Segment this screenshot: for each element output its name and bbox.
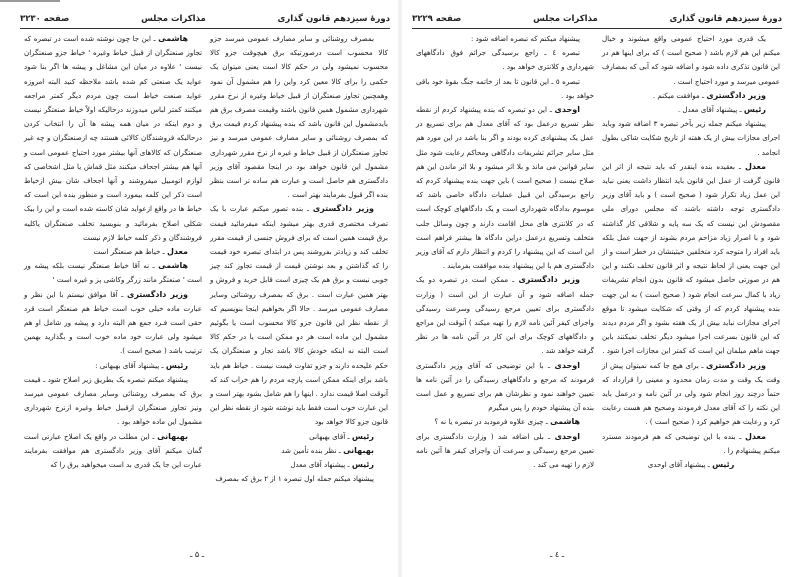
paragraph <box>602 430 780 458</box>
speaker-name: اوحدی <box>554 431 580 441</box>
paragraph <box>416 103 594 273</box>
paragraph <box>602 117 780 160</box>
paragraph <box>24 259 202 287</box>
paragraph <box>24 245 202 259</box>
speaker-name: معدل <box>744 431 766 441</box>
left-page-columns <box>20 32 392 541</box>
publication-title: مذاکرات مجلس <box>533 14 598 24</box>
speaker-name: معدل <box>166 247 188 257</box>
paragraph-text: ـ پیشنهاد آقای معدل . <box>677 105 742 115</box>
speaker-name: هاشمی <box>158 261 188 271</box>
paragraph <box>416 359 594 416</box>
speaker-name: رئیس <box>165 360 188 370</box>
paragraph <box>416 75 594 103</box>
text-column <box>412 32 598 541</box>
paragraph <box>24 288 202 359</box>
speaker-name: وزیر دادگستری <box>518 275 580 285</box>
paragraph-text: تبصره ٤ ـ راجع برسیدگی جرائم فوق دادگاههای شهرداری و کلانتری خواهد بود . <box>416 48 594 72</box>
paragraph-text: ـ این مطلب در واقع یک اصلاح عبارتی است گمان میکنم آقای وزیر دادگستری هم موافقت بفرمایند عبارت این جا یک قدری بد است میخواهید برق را که <box>24 431 202 470</box>
session-title: دورهٔ سیزدهم قانون گذاری <box>277 14 390 24</box>
paragraph-text: ـ پیشنهاد آقای اوحدی <box>647 460 710 470</box>
paragraph-text: ـ این دو تبصره که بنده پیشنهاد کردم از نقطه نظر تسریع درعمل بود که آقای معدل هم برای تسریع در عمل یک پیشنهادی کرده بودند و اگر بنا باشد در این مورد هم مثل سایر جرائم تشریفات دادگاهی ومحاکم رعایت شود مثل سایر قوانین می ماند و بلا اثر میشود و بلا اثر ماندن این هم صلاح نیست ( صحیح است ) باین جهت بنده پیشنهاد کردم که راجع برسیدگی این قبیل عملیات دادگاه خاصی باشد که موسوم بدادگاه شهرداری است و یک دادگاههای کوچک است که در کلانتری های محل اقامت دارند و چون وسائل جلب متخلف وتسریع درعمل دراین دادگاه ها بیشتر فراهم است این است که این پیشنهاد را کردم و انتظار دارم که آقای وزیر دادگستری هم با این پیشنهاد بنده موافقت بفرمایند . <box>416 105 594 271</box>
paragraph <box>210 444 388 458</box>
paragraph <box>210 430 388 444</box>
scan-edge <box>0 0 60 2</box>
paragraph <box>24 32 202 245</box>
paragraph-text: پیشنهاد میکنم جمله اول تبصره ۱ از ۲ برق که بمصرف <box>215 474 374 484</box>
paragraph <box>24 373 202 430</box>
speaker-name: رئیس <box>712 460 735 470</box>
speaker-name: هاشمی <box>158 34 188 43</box>
paragraph-text: ـ این جا چون نوشته شده است در تبصره که تجاوز صنعتگران از قبیل خیاط وغیره ' خیاط جزو صنعتگران نیست ' علاوه در میان این مشاغل و پیشه ها اگر بنا شود عواید یک صنعتی کم شده باشد ملاحظه کنید البته امروزه عواید صنعت خیاط است چون مردم دیگر کمتر مراجعه میکنند کمتر لباس میدوزند درحالیکه اولاً خیاط صنعتگر نیست و دوم اینکه در میان همه پیشه ها آن را انتخاب کردن درحالیکه فروشندگان کالائی هستند چه ازصنعتگران و چه غیر صنعتگران که کالاهای آنها بیشتر مورد احتیاج عمومی است و آنها هم بیشتر اجحاف میکنند مثل قماش یا مثل اشخاصی که لوازم اتومبیل میفروشند و آنها اجحاف شان بیش ازخیاط است ذکر این کلمه بیمورد است و منظور بنده این است که خیاط ها در واقع ازعواید شان کاسته شده است و این را بیک شکلی اصلاح بفرمائید و بنویسید تخلف صنعتگران یاکلیه فروشندگان و ذکر کلمه خیاط لازم نیست <box>24 34 202 242</box>
paragraph-text: ـ ممکن است در تبصره دو یک جمله اضافه شود و آن عبارت از این است ( وزارت دادگستری برای تعیین مرجع رسیدگی وسرعت رسیدگی واجرای کیفر آئین نامه لازم را تهیه میکند ) آنوقت این مراجع و دادگاههای کوچک برای این کار در آئین نامه ها در نظر گرفته خواهد شد . <box>416 275 594 356</box>
paragraph-text: ـ بنده تصور میکنم عبارت با یک تصرف مختصری قدری بهتر میشود اینکه میفرمائید قیمت برق قیمت همین است که برای فروش جنسی از قیمت مقرر تخلف کند و زیادتر بفروشند پس در ابتدای تبصره خود قیمت را که گذاشتن و بعد نوشتن قیمت از قیمت تجاوز کند چیز خوبی نیست و برق هم یک چیزی است قابل خرید و فروش و بهتر همین عبارت است . برق که بمصرف روشنائی وسایر مصارف عمومی میرسد . حالا اگر بخواهیم اینجا بنویسیم که از نقطه نظر این قانون جزو کالا محسوب است یا بگوئیم مشمول این ماده است هر دو ممکن است یا در حکم کالا است البته نه اینکه خودش کالا باشد تجار و صنعتگران یک حکم علیحده دارند و جزو تفاوت قیمت نیست . خیاط هم باید باشد برای اینکه ممکن است پارچه مردم را هم خراب کند که آنوقت اصلا قیمت ندارد . اینها را هم شامل بشود بهتر است و این عبارت خوب است فقط باید نوشته شود از نقطه نظر این قانون جزو کالا خواهد بود <box>210 204 388 427</box>
paragraph-text: بمصرف روشنائی و سایر مصارف عمومی میرسد جزو کالا محسوب است درصورتیکه برق هیچوقت جزو کالا محسوب نمیشود ولی در حکم کالا است یعنی میتوان یک حکمی را برای کالا معین کرد واین را هم مشمول آن نمود وهمچنین تجاوز صنعتگران از قبیل خیاط وغیره از نرخ مقرر شهرداری مشمول همین قانون باشند وقیمت مصرف برق هم بایدمشمول این قانون باشد که بنده پیشنهاد کردم قیمت برق که بمصرف روشنائی و سایر مصارف عمومی میرسد و نیز تجاوز صنعتگران از قبیل خیاط و غیره از نرخ مقرر شهرداری مشمول این قانون خواهد بود در اینجا مقصود آقای وزیر دادگستری هم حاصل است و عبارت هم ساده تر است بنظر بنده اگر قبول بفرمایند بهتر است . <box>210 34 388 200</box>
page-footer-number: ـ ۵ ـ <box>190 550 205 559</box>
speaker-name: وزیر دادگستری <box>312 204 374 214</box>
paragraph <box>416 415 594 429</box>
paragraph-text: تبصره ٥ ـ این قانون تا بعد از خاتمه جنگ بقوهٔ خود باقی خواهد بود . <box>416 76 594 100</box>
speaker-name: رئیس <box>743 105 766 115</box>
publication-title: مذاکرات مجلس <box>141 14 206 24</box>
page-number: صفحه ۳۲۳۰ <box>20 14 70 24</box>
header-divider <box>412 28 782 29</box>
paragraph-text: ـ بلی اضافه شد ( وزارت دادگستری برای تعیین مرجع رسیدگی و سرعت آن واجرای کیفر ها آئین نامه لازم را تهیه می کند . <box>416 431 594 470</box>
page-number: صفحه ۳۲۲۹ <box>412 14 462 24</box>
text-column <box>598 32 784 541</box>
paragraph <box>602 160 780 359</box>
paragraph <box>602 89 780 103</box>
speaker-name: بهبهانی <box>343 445 374 455</box>
paragraph <box>602 103 780 117</box>
paragraph-text: ـ بعقیده بنده اینقدر که باید نتیجه از اثر این قانون گرفت از عمل این قانون باید انتظار داشت یعنی نباید این عمل زیاد تکرار شود ( صحیح است ) و باید آقای وزیر دادگستری توجه داشته باشند که مجلس دورای ملی مقصودش این نیست که یک سه پایه و شلاقی کار گذاشته شود و با اصرار زیاد مزاحم مردم بشوند از جهت عمل بلکه باید افراد را متوجه کرد متخلفین حیثیتشان در خطر است و از این جهت یعنی از لحاظ نتیجه و اثر قانون تخلف نکنند و این هم در صورتی حاصل میشود که قانون بدون انجام تشریفات زیاد با کمال سرعت انجام شود ( صحیح است ) به این جهت بنده پیشنهاد کردم که از وقتی که شکایت میشود تا موقع اجرای مجازات نباید بیش از یک هفته بشود و اگر مردم دیدند که این قانون بسرعت اجرا میشود دیگر تخلف نمیکنند باین جهت ماهم میلمان این است که کمتر این مجازات اجرا شود . <box>602 161 780 356</box>
paragraph <box>416 273 594 358</box>
paragraph-text: پیشنهاد میکنم که تبصره اضافه شود : <box>470 34 580 43</box>
paragraph <box>416 46 594 74</box>
paragraph-text: ـ آقا موافق نیستم با این نظر و عبارت ماده خیلی خوب است خیاط هم صنعتگر است قرد حقی است فـرد جمع هم البته دارد و پیشه ور شامل او هم میشود ولی عبارت خود ماده خوب است و بگذارید بهمین ترتیب باشد ( صحیح است ). <box>24 289 202 356</box>
paragraph <box>24 430 202 473</box>
paragraph-text: ـ پیشنهاد آقای معدل <box>290 460 350 470</box>
page-footer-number: ـ ٤ ـ <box>550 550 565 559</box>
book-gutter <box>398 0 402 577</box>
paragraph-text: ـ چیزی علاوه فرمودید در تبصره یا نه ؟ <box>434 417 548 427</box>
speaker-name: وزیر دادگستری <box>706 90 766 100</box>
paragraph <box>602 458 780 472</box>
right-page <box>400 0 800 577</box>
right-page-header <box>412 6 782 24</box>
speaker-name: اوحدی <box>554 105 580 115</box>
speaker-name: رئیس <box>351 431 374 441</box>
paragraph-text: ـ خیاط هم صنعتگر است <box>93 247 165 257</box>
paragraph <box>416 32 594 46</box>
speaker-name: اوحدی <box>554 360 580 370</box>
paragraph-text: پیشنهاد میکنم تبصره یک بطریق زیر اصلاح شود ـ قیمت برق که بمصرف روشنائی وسایر مصارف عمومی میرسد ونیز تجاوز صنعتگران ازقبیل خیاط وغیره ازنرخ شهرداری مشمول این ماده خواهد بود . <box>24 374 202 427</box>
paragraph-text: ـ نه آقا خیاط صنعتگر نیست بلکه پیشه ور است ' صنعتگر مانند زرگر وکاشی پز و غیره است ' <box>24 261 202 285</box>
speaker-name: هاشمی <box>550 417 580 427</box>
paragraph-text: ـ بنده با این توضیحی که هم فرمودند مسترد میکنم پیشنهادم را . <box>602 431 780 455</box>
speaker-name: وزیر دادگستری <box>706 360 766 370</box>
paragraph-text: ـ برای هیچ جا کمه نمیتوان پیش از وقت یک وقت و مدت زمان محدود و معینی را قرارداد که حتماً درچند روز انجام شود ولی در آئین نامه و درعمل باید این نکته را که آقای معدل فرمودند وصحیح هم هست رعایت کرد و رعایت هم خواهیم کرد ( صحیح است ) . <box>602 360 780 427</box>
paragraph <box>210 32 388 202</box>
paragraph <box>210 472 388 486</box>
left-page-header <box>20 6 390 24</box>
session-title: دورهٔ سیزدهم قانون گذاری <box>669 14 782 24</box>
paragraph-text: ـ با این توضیحی که آقای وزیر دادگستری فرمودند که مرجع و دادگاههای رسیدگی را در آئین نامه ها تعیین خواهند نمود و نظرشان هم برای تسریع و عمل است بنده آن پیشنهاد خودم را پس میگیرم <box>416 360 594 413</box>
header-divider <box>20 28 390 29</box>
speaker-name: معدل <box>744 161 766 171</box>
text-column <box>20 32 206 541</box>
paragraph-text: ـ آقای بهبهانی <box>309 431 350 441</box>
right-page-columns <box>412 32 784 541</box>
paragraph <box>24 359 202 373</box>
paragraph <box>416 430 594 473</box>
paragraph <box>602 359 780 430</box>
paragraph-text: ـ نظر بنده تأمین شد <box>281 445 341 455</box>
paragraph-text: پیشنهاد میکنم جمله زیر بآخر تبصره ۳ اضافه شود وباید اجرای مجازات بیش از یک هفته از تاریخ شکایت شاکی بطول انجامد . <box>602 119 780 157</box>
speaker-name: بهبهانی <box>157 431 188 441</box>
paragraph <box>210 202 388 429</box>
paragraph-text: ـ موافقت میکنم . <box>652 90 705 100</box>
paragraph <box>210 458 388 472</box>
text-column <box>206 32 392 541</box>
speaker-name: وزیر دادگستری <box>126 289 188 299</box>
paragraph-text: یک قدری مورد احتیاج عمومی واقع میشوند و خیال میکنم این هم لازم باشد ( صحیح است ) که برای اینها هم در این قانون تذکری داده شود و اضافه شود که آبی که بمصارف عمومی میرسد و مورد احتیاج است . <box>602 34 780 86</box>
speaker-name: رئیس <box>351 460 374 470</box>
paragraph-text: ـ پیشنهاد آقای بهبهانی : <box>95 360 164 370</box>
paragraph <box>602 32 780 89</box>
